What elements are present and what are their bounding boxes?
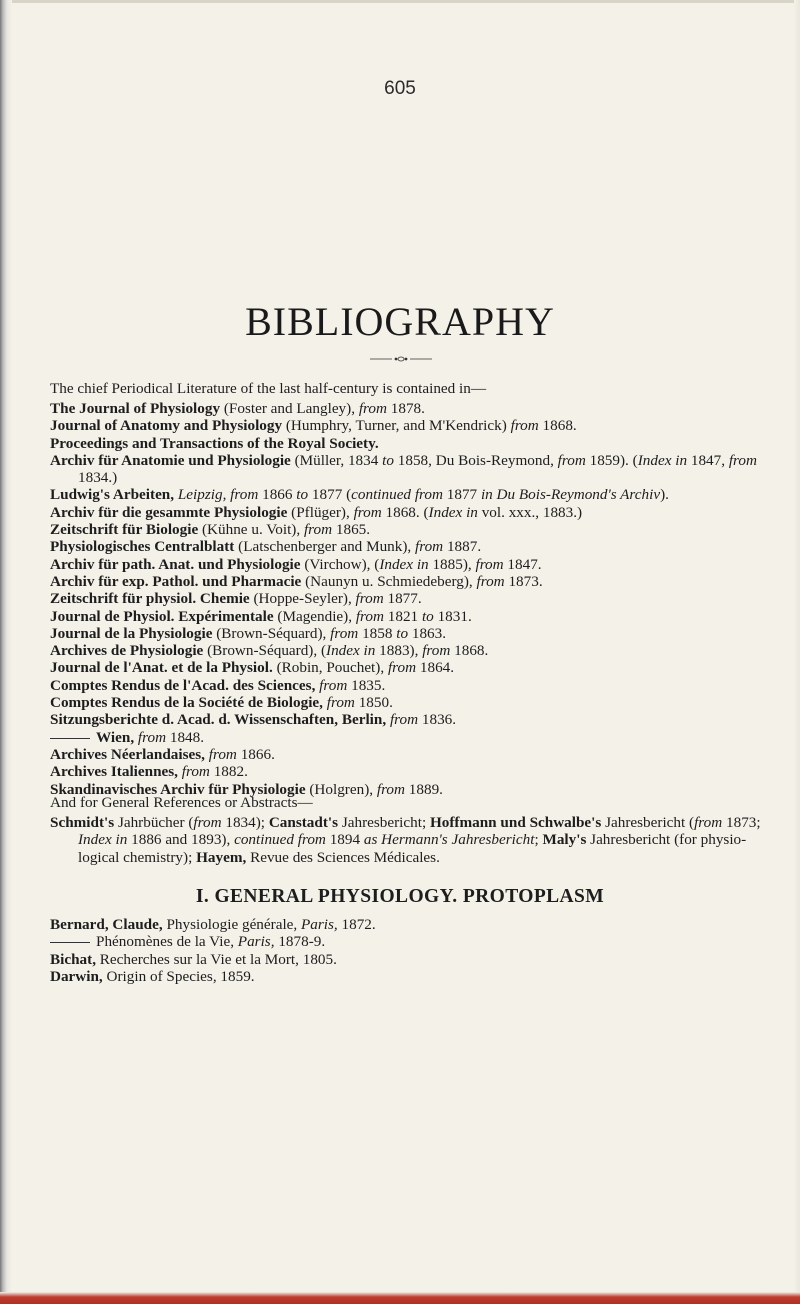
periodical-entry: Journal of Anatomy and Physiology (Humphry, Turner, and M'Kendrick) from 1868. [50,417,577,435]
bibliography-entry: Bernard, Claude, Physiologie générale, Paris, 1872. [50,916,376,933]
periodical-entry: Journal de Physiol. Expérimentale (Magendie), from 1821 to 1831. [50,607,472,625]
general-references-intro: And for General References or Abstracts— [50,794,313,811]
bibliography-entry: Phénomènes de la Vie, Paris, 1878-9. [50,933,770,950]
periodical-entry: The Journal of Physiology (Foster and Langley), from 1878. [50,400,425,417]
periodical-entry: Journal de l'Anat. et de la Physiol. (Robin, Pouchet), from 1864. [50,659,455,677]
page-binding-edge [0,0,12,1304]
periodical-entry: Zeitschrift für Biologie (Kühne u. Voit), from 1865. [50,521,371,539]
section-entry-list [50,916,770,985]
periodical-entry: Ludwig's Arbeiten, Leipzig, from 1866 to 1877 (continued from 1877 in Du Bois-Reymond's Archiv). [50,486,669,504]
periodical-entry: Wien, from 1848. [50,729,770,746]
ditto-dash [50,738,90,739]
intro-paragraph: The chief Periodical Literature of the last half-century is contained in— [50,380,487,397]
periodical-entry: Journal de la Physiologie (Brown-Séquard), from 1858 to 1863. [50,624,447,642]
periodical-entry: Archiv für exp. Pathol. und Pharmacie (Naunyn u. Schmiedeberg), from 1873. [50,572,543,590]
periodical-entry: Archives Néerlandaises, from 1866. [50,745,275,763]
periodical-entry: Zeitschrift für physiol. Chemie (Hoppe-Seyler), from 1877. [50,590,422,608]
bibliography-entry: Bichat, Recherches sur la Vie et la Mort, 1805. [50,950,337,968]
page-right-edge [794,0,800,1304]
page-number: 605 [384,78,416,99]
periodical-entry: Sitzungsberichte d. Acad. d. Wissenschaften, Berlin, from 1836. [50,711,457,729]
title-ornament [370,354,432,364]
periodical-entry: Archives Italiennes, from 1882. [50,763,248,781]
periodical-entry: Comptes Rendus de la Société de Biologie, from 1850. [50,694,393,712]
page-top-edge [0,0,800,3]
general-references-paragraph: Schmidt's Jahrbücher (from 1834); Canstadt's Jahresbericht; Hoffmann und Schwalbe's Jahresbericht (from 1873; Index in 1886 and 1893), continued from 1894 as Hermann's Jahresbericht; Maly's Jahresbericht (for physiological chemistry); Hayem, Revue des Sciences Médicales. [50,814,761,866]
section-heading: I. GENERAL PHYSIOLOGY. PROTOPLASM [195,886,605,907]
periodical-entry: Proceedings and Transactions of the Royal Society. [50,434,379,452]
ref-hoffmann: Hoffmann und Schwalbe's [429,814,602,831]
periodical-entry: Physiologisches Centralblatt (Latschenberger and Munk), from 1887. [50,538,482,556]
periodical-entry: Archiv für die gesammte Physiologie (Pflüger), from 1868. (Index in vol. xxx., 1883.) [50,503,583,521]
bibliography-entry: Darwin, Origin of Species, 1859. [50,967,255,985]
periodical-entry: Archives de Physiologie (Brown-Séquard), (Index in 1883), from 1868. [50,642,489,660]
periodical-entry: Comptes Rendus de l'Acad. des Sciences, from 1835. [50,676,386,694]
periodical-list [50,400,770,798]
book-cover-edge [0,1292,800,1304]
ref-schmidt: Schmidt's [50,814,115,831]
ref-canstadt: Canstadt's [268,814,339,831]
ref-maly: Maly's [542,831,587,849]
ref-hayem: Hayem, [196,848,247,866]
periodical-entry: Skandinavisches Archiv für Physiologie (Holgren), from 1889. [50,780,443,798]
ditto-dash [50,942,90,943]
periodical-entry: Archiv für path. Anat. und Physiologie (Virchow), (Index in 1885), from 1847. [50,555,542,573]
page-title: BIBLIOGRAPHY [245,299,555,344]
periodical-entry: Archiv für Anatomie und Physiologie (Müller, 1834 to 1858, Du Bois-Reymond, from 1859). (Index in 1847, from 1834.) [50,451,757,487]
